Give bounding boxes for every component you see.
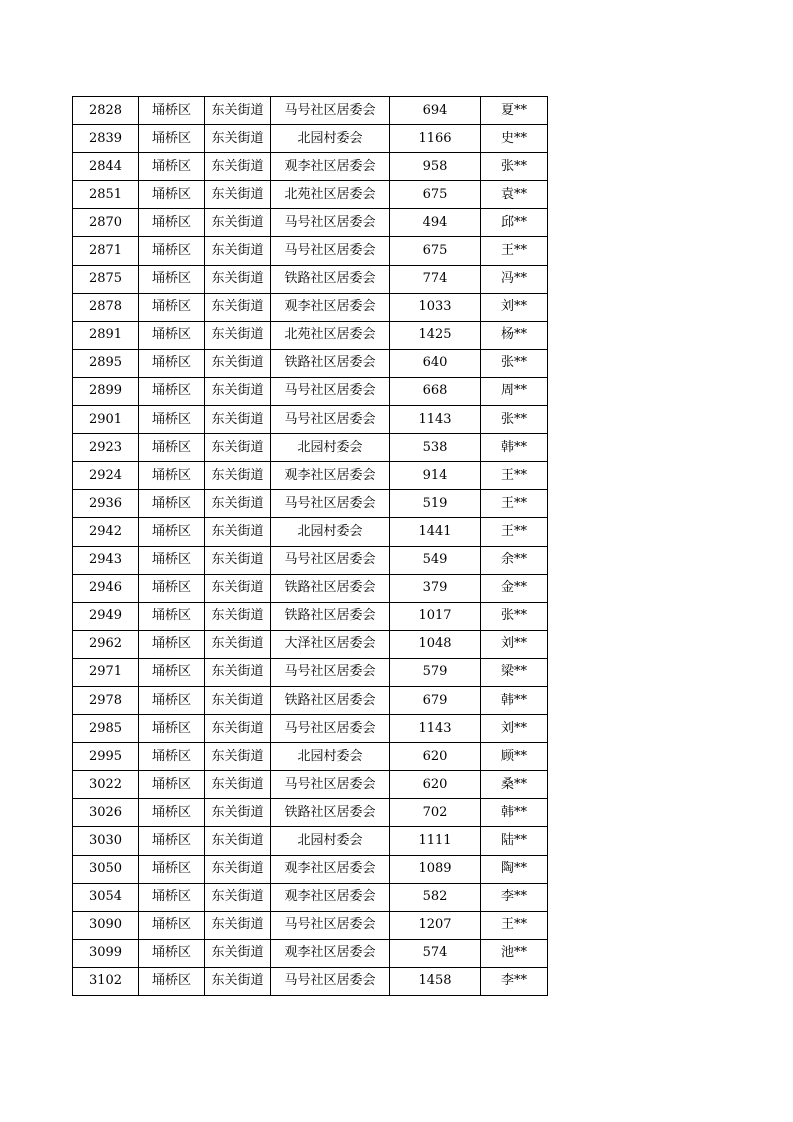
amount-cell: 1425 xyxy=(390,321,481,349)
amount-cell: 1017 xyxy=(390,602,481,630)
committee-cell: 观李社区居委会 xyxy=(271,153,390,181)
amount-cell: 679 xyxy=(390,686,481,714)
committee-cell: 马号社区居委会 xyxy=(271,658,390,686)
street-cell: 东关街道 xyxy=(205,602,271,630)
street-cell: 东关街道 xyxy=(205,518,271,546)
table-row xyxy=(73,406,548,434)
table-row xyxy=(73,181,548,209)
street-cell: 东关街道 xyxy=(205,125,271,153)
name-cell: 顾** xyxy=(481,743,548,771)
district-cell: 埇桥区 xyxy=(139,462,205,490)
name-cell: 王** xyxy=(481,237,548,265)
district-cell: 埇桥区 xyxy=(139,209,205,237)
name-cell: 刘** xyxy=(481,293,548,321)
committee-cell: 北园村委会 xyxy=(271,743,390,771)
street-cell: 东关街道 xyxy=(205,265,271,293)
record-number-cell: 3050 xyxy=(73,855,139,883)
street-cell: 东关街道 xyxy=(205,827,271,855)
amount-cell: 620 xyxy=(390,743,481,771)
table-row xyxy=(73,293,548,321)
district-cell: 埇桥区 xyxy=(139,321,205,349)
amount-cell: 1143 xyxy=(390,406,481,434)
table-row xyxy=(73,827,548,855)
amount-cell: 1207 xyxy=(390,911,481,939)
table-row xyxy=(73,97,548,125)
table-row xyxy=(73,125,548,153)
table-row xyxy=(73,349,548,377)
district-cell: 埇桥区 xyxy=(139,490,205,518)
district-cell: 埇桥区 xyxy=(139,630,205,658)
district-cell: 埇桥区 xyxy=(139,967,205,995)
table-row xyxy=(73,434,548,462)
record-number-cell: 2878 xyxy=(73,293,139,321)
table-row xyxy=(73,265,548,293)
street-cell: 东关街道 xyxy=(205,630,271,658)
committee-cell: 大泽社区居委会 xyxy=(271,630,390,658)
record-number-cell: 3054 xyxy=(73,883,139,911)
committee-cell: 马号社区居委会 xyxy=(271,209,390,237)
committee-cell: 铁路社区居委会 xyxy=(271,686,390,714)
committee-cell: 马号社区居委会 xyxy=(271,546,390,574)
district-cell: 埇桥区 xyxy=(139,349,205,377)
street-cell: 东关街道 xyxy=(205,97,271,125)
committee-cell: 观李社区居委会 xyxy=(271,293,390,321)
committee-cell: 马号社区居委会 xyxy=(271,377,390,405)
name-cell: 李** xyxy=(481,967,548,995)
district-cell: 埇桥区 xyxy=(139,658,205,686)
name-cell: 余** xyxy=(481,546,548,574)
table-row xyxy=(73,855,548,883)
record-number-cell: 2942 xyxy=(73,518,139,546)
name-cell: 韩** xyxy=(481,686,548,714)
table-row xyxy=(73,771,548,799)
amount-cell: 538 xyxy=(390,434,481,462)
street-cell: 东关街道 xyxy=(205,855,271,883)
street-cell: 东关街道 xyxy=(205,911,271,939)
record-number-cell: 3099 xyxy=(73,939,139,967)
table-row xyxy=(73,743,548,771)
amount-cell: 1089 xyxy=(390,855,481,883)
name-cell: 张** xyxy=(481,406,548,434)
record-number-cell: 2828 xyxy=(73,97,139,125)
street-cell: 东关街道 xyxy=(205,743,271,771)
record-number-cell: 2936 xyxy=(73,490,139,518)
committee-cell: 北园村委会 xyxy=(271,827,390,855)
district-cell: 埇桥区 xyxy=(139,237,205,265)
street-cell: 东关街道 xyxy=(205,181,271,209)
table-row xyxy=(73,153,548,181)
district-cell: 埇桥区 xyxy=(139,293,205,321)
table-row xyxy=(73,883,548,911)
committee-cell: 铁路社区居委会 xyxy=(271,574,390,602)
amount-cell: 702 xyxy=(390,799,481,827)
name-cell: 王** xyxy=(481,490,548,518)
table-row xyxy=(73,321,548,349)
table-row xyxy=(73,209,548,237)
record-number-cell: 3026 xyxy=(73,799,139,827)
committee-cell: 马号社区居委会 xyxy=(271,97,390,125)
amount-cell: 549 xyxy=(390,546,481,574)
record-number-cell: 2871 xyxy=(73,237,139,265)
name-cell: 韩** xyxy=(481,799,548,827)
street-cell: 东关街道 xyxy=(205,939,271,967)
record-number-cell: 2962 xyxy=(73,630,139,658)
street-cell: 东关街道 xyxy=(205,434,271,462)
committee-cell: 马号社区居委会 xyxy=(271,967,390,995)
committee-cell: 观李社区居委会 xyxy=(271,883,390,911)
district-cell: 埇桥区 xyxy=(139,125,205,153)
amount-cell: 1143 xyxy=(390,715,481,743)
district-cell: 埇桥区 xyxy=(139,406,205,434)
amount-cell: 1166 xyxy=(390,125,481,153)
amount-cell: 1441 xyxy=(390,518,481,546)
table-row xyxy=(73,967,548,995)
amount-cell: 1111 xyxy=(390,827,481,855)
street-cell: 东关街道 xyxy=(205,462,271,490)
street-cell: 东关街道 xyxy=(205,546,271,574)
committee-cell: 铁路社区居委会 xyxy=(271,602,390,630)
committee-cell: 铁路社区居委会 xyxy=(271,349,390,377)
record-number-cell: 2891 xyxy=(73,321,139,349)
table-body xyxy=(73,97,548,996)
table-row xyxy=(73,630,548,658)
name-cell: 袁** xyxy=(481,181,548,209)
table-row xyxy=(73,799,548,827)
table-row xyxy=(73,602,548,630)
committee-cell: 北园村委会 xyxy=(271,518,390,546)
district-cell: 埇桥区 xyxy=(139,181,205,209)
district-cell: 埇桥区 xyxy=(139,827,205,855)
table-row xyxy=(73,939,548,967)
amount-cell: 579 xyxy=(390,658,481,686)
amount-cell: 675 xyxy=(390,237,481,265)
district-cell: 埇桥区 xyxy=(139,855,205,883)
name-cell: 张** xyxy=(481,349,548,377)
table-row xyxy=(73,911,548,939)
record-number-cell: 2949 xyxy=(73,602,139,630)
name-cell: 夏** xyxy=(481,97,548,125)
amount-cell: 675 xyxy=(390,181,481,209)
record-number-cell: 3090 xyxy=(73,911,139,939)
record-number-cell: 2875 xyxy=(73,265,139,293)
name-cell: 桑** xyxy=(481,771,548,799)
committee-cell: 马号社区居委会 xyxy=(271,406,390,434)
name-cell: 刘** xyxy=(481,715,548,743)
street-cell: 东关街道 xyxy=(205,967,271,995)
district-cell: 埇桥区 xyxy=(139,602,205,630)
name-cell: 池** xyxy=(481,939,548,967)
street-cell: 东关街道 xyxy=(205,237,271,265)
record-number-cell: 2978 xyxy=(73,686,139,714)
district-cell: 埇桥区 xyxy=(139,771,205,799)
district-cell: 埇桥区 xyxy=(139,574,205,602)
amount-cell: 958 xyxy=(390,153,481,181)
street-cell: 东关街道 xyxy=(205,490,271,518)
record-number-cell: 2895 xyxy=(73,349,139,377)
committee-cell: 马号社区居委会 xyxy=(271,237,390,265)
name-cell: 杨** xyxy=(481,321,548,349)
name-cell: 史** xyxy=(481,125,548,153)
record-number-cell: 2946 xyxy=(73,574,139,602)
street-cell: 东关街道 xyxy=(205,883,271,911)
district-cell: 埇桥区 xyxy=(139,377,205,405)
record-number-cell: 2870 xyxy=(73,209,139,237)
amount-cell: 774 xyxy=(390,265,481,293)
amount-cell: 582 xyxy=(390,883,481,911)
district-cell: 埇桥区 xyxy=(139,883,205,911)
district-cell: 埇桥区 xyxy=(139,434,205,462)
name-cell: 冯** xyxy=(481,265,548,293)
district-cell: 埇桥区 xyxy=(139,939,205,967)
name-cell: 王** xyxy=(481,462,548,490)
record-number-cell: 2901 xyxy=(73,406,139,434)
name-cell: 刘** xyxy=(481,630,548,658)
amount-cell: 914 xyxy=(390,462,481,490)
name-cell: 韩** xyxy=(481,434,548,462)
amount-cell: 379 xyxy=(390,574,481,602)
record-number-cell: 2971 xyxy=(73,658,139,686)
street-cell: 东关街道 xyxy=(205,771,271,799)
street-cell: 东关街道 xyxy=(205,153,271,181)
committee-cell: 马号社区居委会 xyxy=(271,715,390,743)
record-number-cell: 2985 xyxy=(73,715,139,743)
committee-cell: 观李社区居委会 xyxy=(271,462,390,490)
record-number-cell: 2899 xyxy=(73,377,139,405)
name-cell: 王** xyxy=(481,518,548,546)
street-cell: 东关街道 xyxy=(205,799,271,827)
street-cell: 东关街道 xyxy=(205,349,271,377)
name-cell: 张** xyxy=(481,153,548,181)
record-number-cell: 3022 xyxy=(73,771,139,799)
amount-cell: 519 xyxy=(390,490,481,518)
record-number-cell: 2851 xyxy=(73,181,139,209)
committee-cell: 观李社区居委会 xyxy=(271,939,390,967)
amount-cell: 574 xyxy=(390,939,481,967)
street-cell: 东关街道 xyxy=(205,715,271,743)
record-number-cell: 3030 xyxy=(73,827,139,855)
table-row xyxy=(73,237,548,265)
name-cell: 周** xyxy=(481,377,548,405)
district-cell: 埇桥区 xyxy=(139,546,205,574)
name-cell: 梁** xyxy=(481,658,548,686)
record-number-cell: 2839 xyxy=(73,125,139,153)
name-cell: 王** xyxy=(481,911,548,939)
table-row xyxy=(73,462,548,490)
table-row xyxy=(73,686,548,714)
amount-cell: 1458 xyxy=(390,967,481,995)
name-cell: 陶** xyxy=(481,855,548,883)
street-cell: 东关街道 xyxy=(205,321,271,349)
street-cell: 东关街道 xyxy=(205,209,271,237)
name-cell: 金** xyxy=(481,574,548,602)
committee-cell: 北苑社区居委会 xyxy=(271,321,390,349)
committee-cell: 北园村委会 xyxy=(271,125,390,153)
committee-cell: 马号社区居委会 xyxy=(271,771,390,799)
amount-cell: 668 xyxy=(390,377,481,405)
amount-cell: 640 xyxy=(390,349,481,377)
amount-cell: 694 xyxy=(390,97,481,125)
street-cell: 东关街道 xyxy=(205,658,271,686)
district-cell: 埇桥区 xyxy=(139,518,205,546)
street-cell: 东关街道 xyxy=(205,377,271,405)
table-row xyxy=(73,377,548,405)
district-cell: 埇桥区 xyxy=(139,911,205,939)
amount-cell: 620 xyxy=(390,771,481,799)
amount-cell: 1033 xyxy=(390,293,481,321)
table-row xyxy=(73,574,548,602)
district-cell: 埇桥区 xyxy=(139,799,205,827)
record-number-cell: 2943 xyxy=(73,546,139,574)
name-cell: 李** xyxy=(481,883,548,911)
street-cell: 东关街道 xyxy=(205,293,271,321)
table-row xyxy=(73,546,548,574)
committee-cell: 马号社区居委会 xyxy=(271,911,390,939)
committee-cell: 北园村委会 xyxy=(271,434,390,462)
amount-cell: 1048 xyxy=(390,630,481,658)
name-cell: 陆** xyxy=(481,827,548,855)
district-cell: 埇桥区 xyxy=(139,97,205,125)
street-cell: 东关街道 xyxy=(205,686,271,714)
record-number-cell: 2923 xyxy=(73,434,139,462)
street-cell: 东关街道 xyxy=(205,406,271,434)
name-cell: 张** xyxy=(481,602,548,630)
district-cell: 埇桥区 xyxy=(139,153,205,181)
table-row xyxy=(73,658,548,686)
record-number-cell: 2995 xyxy=(73,743,139,771)
committee-cell: 铁路社区居委会 xyxy=(271,799,390,827)
district-cell: 埇桥区 xyxy=(139,265,205,293)
table-row xyxy=(73,518,548,546)
district-cell: 埇桥区 xyxy=(139,715,205,743)
name-cell: 邱** xyxy=(481,209,548,237)
record-number-cell: 2924 xyxy=(73,462,139,490)
committee-cell: 马号社区居委会 xyxy=(271,490,390,518)
district-cell: 埇桥区 xyxy=(139,743,205,771)
record-number-cell: 2844 xyxy=(73,153,139,181)
committee-cell: 北苑社区居委会 xyxy=(271,181,390,209)
amount-cell: 494 xyxy=(390,209,481,237)
district-cell: 埇桥区 xyxy=(139,686,205,714)
record-number-cell: 3102 xyxy=(73,967,139,995)
street-cell: 东关街道 xyxy=(205,574,271,602)
committee-cell: 观李社区居委会 xyxy=(271,855,390,883)
data-table xyxy=(72,96,548,996)
table-row xyxy=(73,490,548,518)
committee-cell: 铁路社区居委会 xyxy=(271,265,390,293)
table-row xyxy=(73,715,548,743)
